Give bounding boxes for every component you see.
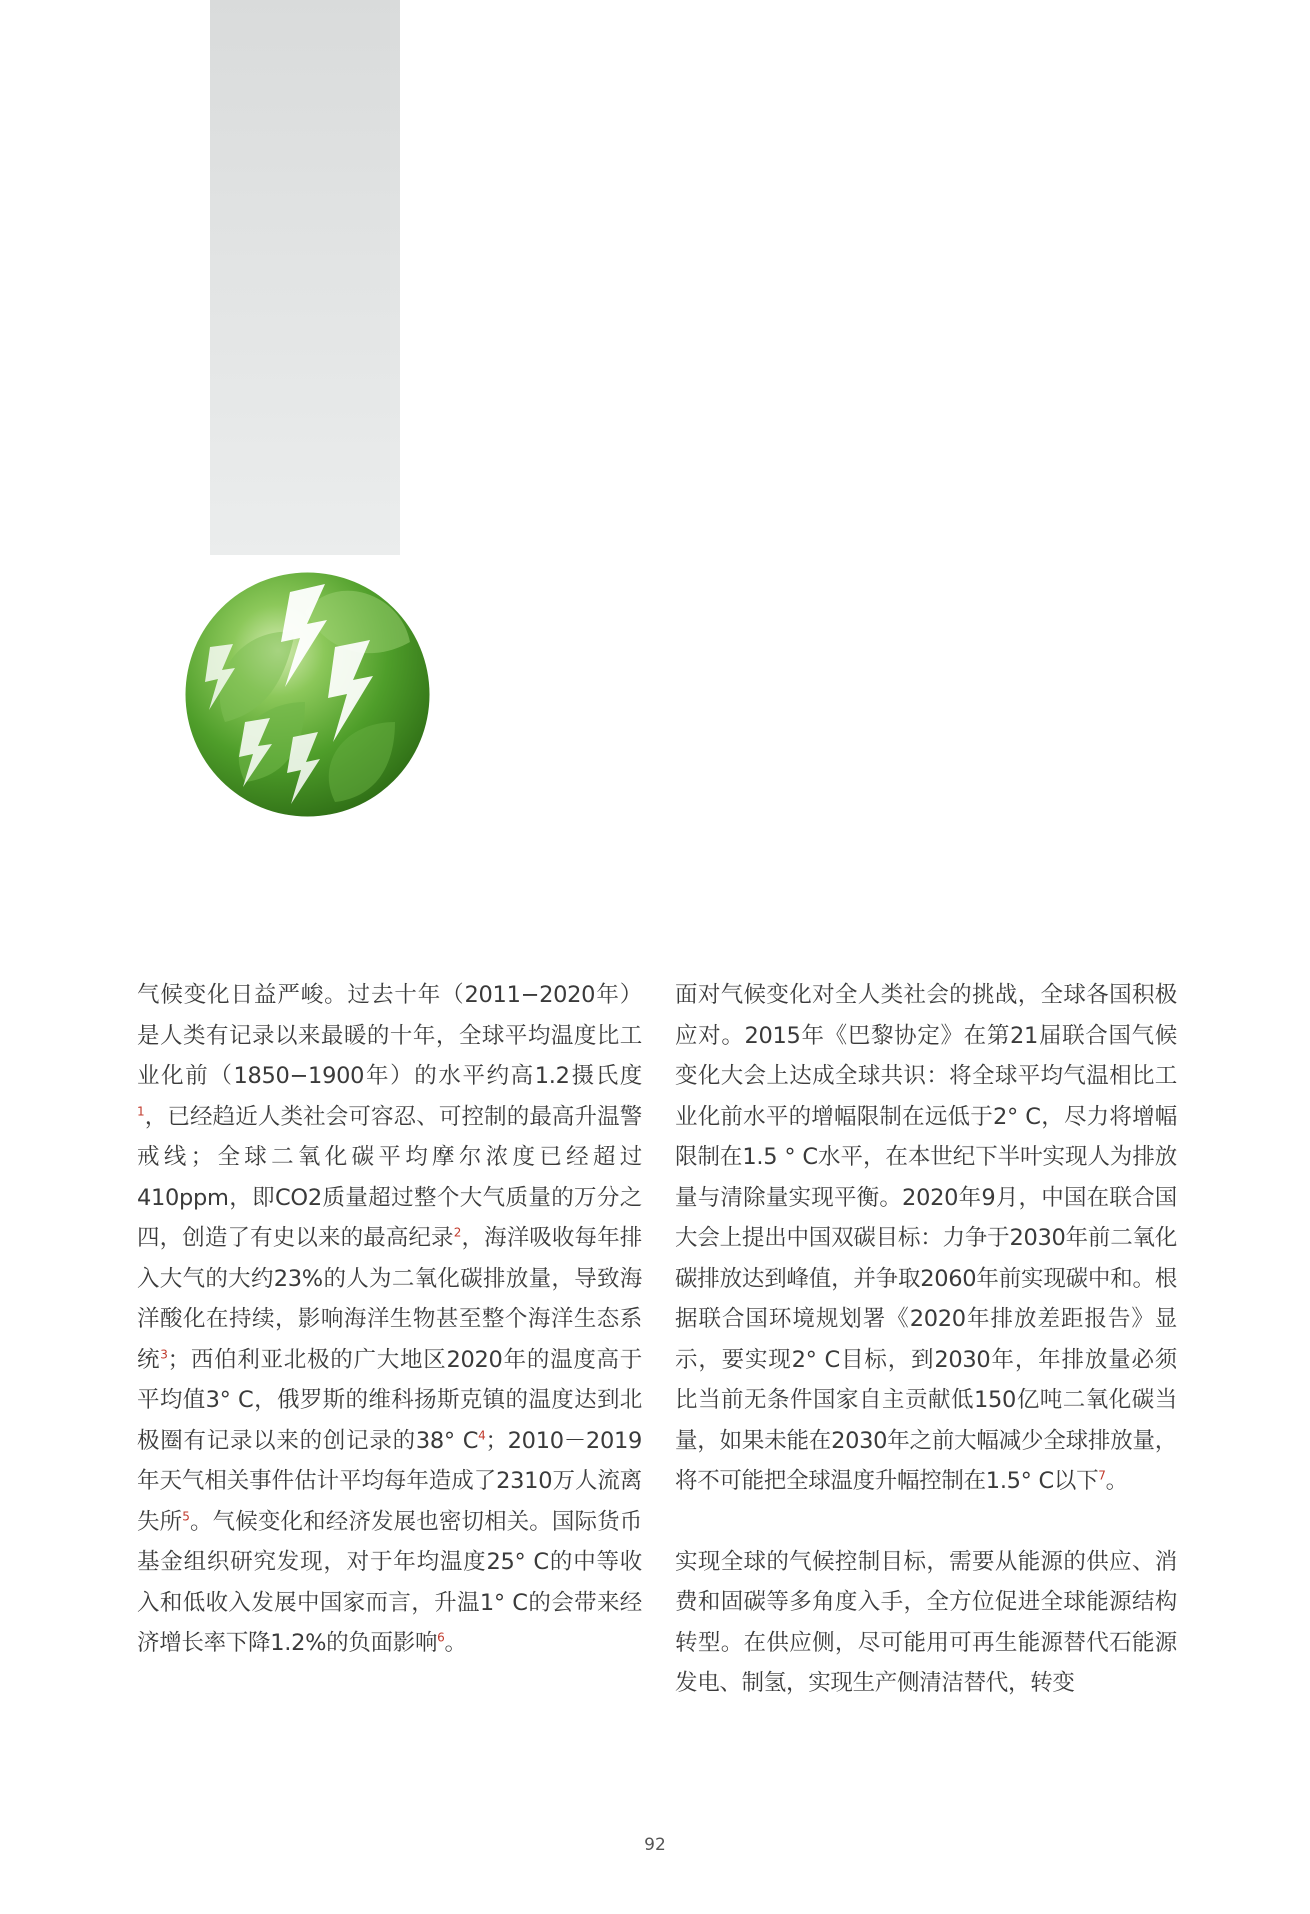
text-segment: ；2010－2019年天气相关事件估计平均每年造成了2310万人流离失所: [137, 1427, 642, 1535]
right-text-column: [675, 975, 1177, 1704]
text-segment: ；西伯利亚北极的广大地区2020年的温度高于平均值3° C，俄罗斯的维科扬斯克镇的温度达到北极圈有记录以来的创记录的38° C: [137, 1346, 642, 1454]
page-number: 92: [644, 1835, 666, 1855]
decorative-gray-bar: [210, 0, 400, 555]
text-segment: 面对气候变化对全人类社会的挑战，全球各国积极应对。2015年《巴黎协定》在第21届联合国气候变化大会上达成全球共识：将全球平均气温相比工业化前水平的增幅限制在远低于2° C，尽力将增幅限制在1.5 ° C水平，在本世纪下半叶实现人为排放量与清除量实现平衡。2020年9月，中国在联合国大会上提出中国双碳目标：力争于2030年前二氧化碳排放达到峰值，并争取2060年前实现碳中和。根据联合国环境规划署《2020年排放差距报告》显示，要实现2° C目标，到2030年，年排放量必须比当前无条件国家自主贡献低150亿吨二氧化碳当量，如果未能在2030年之前大幅减少全球排放量，将不可能把全球温度升幅控制在1.5° C以下: [675, 982, 1177, 1494]
footnote-ref: 3: [160, 1347, 168, 1361]
footnote-ref: 1: [137, 1104, 145, 1118]
right-paragraph-1: [675, 975, 1177, 1502]
text-segment: ，海洋吸收每年排入大气的大约23%的人为二氧化碳排放量，导致海洋酸化在持续，影响海洋生物甚至整个海洋生态系统: [137, 1225, 642, 1373]
green-energy-sphere-icon: [185, 572, 430, 817]
footnote-ref: 2: [453, 1225, 462, 1240]
footnote-ref: 7: [1098, 1468, 1106, 1483]
text-segment: 。气候变化和经济发展也密切相关。国际货币基金组织研究发现，对于年均温度25° C的中等收入和低收入发展中国家而言，升温1° C的会带来经济增长率下降1.2%的负面影响: [137, 1508, 642, 1656]
left-text-column: [137, 975, 642, 1664]
footnote-ref: 4: [478, 1428, 486, 1442]
text-segment: 。: [444, 1630, 467, 1656]
text-segment: ，已经趋近人类社会可容忍、可控制的最高升温警戒线；全球二氧化碳平均摩尔浓度已经超过410ppm，即CO2质量超过整个大气质量的万分之四，创造了有史以来的最高纪录: [137, 1103, 642, 1251]
text-segment: 气候变化日益严峻。过去十年（2011−2020年）是人类有记录以来最暖的十年，全球平均温度比工业化前（1850−1900年）的水平约高1.2摄氏度: [137, 982, 642, 1089]
right-paragraph-2: 实现全球的气候控制目标，需要从能源的供应、消费和固碳等多角度入手，全方位促进全球能源结构转型。在供应侧，尽可能用可再生能源替代石能源发电、制氢，实现生产侧清洁替代，转变: [675, 1548, 1177, 1696]
left-paragraph: [137, 975, 642, 1664]
text-segment: 。: [1105, 1468, 1128, 1494]
footnote-ref: 6: [437, 1630, 445, 1645]
footnote-ref: 5: [182, 1509, 190, 1523]
